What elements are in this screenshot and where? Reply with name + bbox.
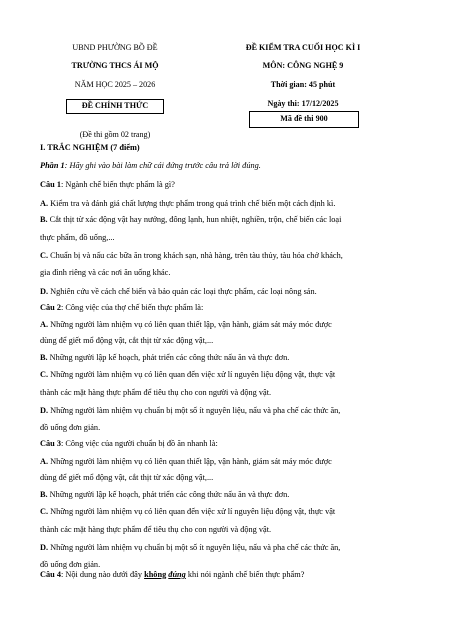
option-letter: B. [40, 215, 48, 224]
option-letter: C. [40, 251, 49, 260]
question-label: Câu 1 [40, 180, 61, 189]
exam-code: Mã đề thi 900 [280, 114, 328, 123]
option-line-cont [40, 525, 412, 535]
option-line-cont [40, 268, 412, 278]
exam-duration: Thời gian: 45 phút [270, 80, 336, 89]
question-text-after: khi nói ngành chế biến thực phẩm? [185, 570, 305, 579]
option-line [40, 199, 412, 209]
part-instruction [40, 161, 261, 170]
option-text: Những người làm nhiệm vụ có liên quan thiết lập, vận hành, giám sát máy móc được [48, 457, 332, 466]
option-letter: A. [40, 320, 49, 329]
question-label: Câu 2 [40, 303, 61, 312]
option-text: Kiểm tra và đánh giá chất lượng thực phẩm trong quá trình chế biến một cách định kì. [48, 199, 336, 208]
question-text: : Công việc của thợ chế biến thực phẩm là: [60, 303, 204, 312]
option-text: Chuẩn bị và nấu các bữa ăn trong khách sạn, nhà hàng, trên tàu thủy, tàu hỏa chở khách, [48, 251, 343, 260]
school-name: TRƯỜNG THCS ÁI MỘ [71, 61, 159, 70]
option-line-cont [40, 388, 412, 398]
option-line [40, 370, 412, 380]
option-text: đồ uống đơn giản. [40, 560, 101, 569]
option-letter: A. [40, 457, 49, 466]
option-letter: C. [40, 507, 49, 516]
option-letter: B. [40, 353, 48, 362]
option-text: Những người làm nhiệm vụ có liên quan thiết lập, vận hành, giám sát máy móc được [48, 320, 332, 329]
option-letter: A. [40, 199, 49, 208]
option-text: gia đình riêng và các nơi ăn uống khác. [40, 268, 171, 277]
option-line [40, 406, 412, 416]
option-text: Cắt thịt từ xác động vật hay nướng, đông lạnh, hun nhiệt, nghiền, trộn, chế biến các loại [47, 215, 342, 224]
option-text: Những người làm nhiệm vụ chuẩn bị một số ít nguyên liệu, nấu và pha chế các thức ăn, [48, 406, 341, 415]
option-line [40, 215, 412, 225]
option-text: Những người làm nhiệm vụ có liên quan đến việc xử lí nguyên liệu động vật, thực vật [48, 507, 336, 516]
question-text-before: : Nội dung nào dưới đây [60, 570, 145, 579]
option-line [40, 320, 412, 330]
part-label: Phần 1 [40, 161, 65, 170]
question-4 [40, 570, 304, 579]
option-text: Những người lập kế hoạch, phát triển các công thức nấu ăn và thực đơn. [47, 490, 290, 499]
option-letter: D. [40, 287, 49, 296]
exam-date: Ngày thi: 17/12/2025 [267, 99, 339, 108]
option-line [40, 457, 412, 467]
part-instruction-text: : Hãy ghi vào bài làm chữ cái đứng trước câu trả lời đúng. [64, 161, 261, 170]
exam-code-box [249, 111, 359, 128]
option-line-cont [40, 560, 412, 570]
option-letter: D. [40, 543, 49, 552]
option-line-cont [40, 336, 412, 346]
question-label: Câu 3 [40, 439, 61, 448]
question-text: : Ngành chế biến thực phẩm là gì? [60, 180, 175, 189]
option-text: Những người làm nhiệm vụ chuẩn bị một số ít nguyên liệu, nấu và pha chế các thức ăn, [48, 543, 341, 552]
option-line-cont [40, 473, 412, 483]
option-text: Những người lập kế hoạch, phát triển các công thức nấu ăn và thực đơn. [47, 353, 290, 362]
option-line [40, 287, 412, 297]
option-text: thành các mặt hàng thực phẩm để tiêu thụ cho con người và động vật. [40, 388, 272, 397]
option-letter: C. [40, 370, 49, 379]
school-year: NĂM HỌC 2025 – 2026 [74, 80, 156, 89]
school-authority: UBND PHƯỜNG BỒ ĐỀ [72, 43, 158, 52]
option-text: thực phẩm, đồ uống,... [40, 233, 115, 242]
exam-title: ĐỀ KIỂM TRA CUỐI HỌC KÌ I [245, 43, 361, 52]
official-label: ĐỀ CHÍNH THỨC [81, 101, 149, 110]
exam-subject: MÔN: CÔNG NGHỆ 9 [262, 61, 344, 70]
option-text: Nghiên cứu về cách chế biến và bảo quản các loại thực phẩm, các loại nông sản. [48, 287, 317, 296]
official-box [66, 99, 164, 114]
pages-note: (Đề thi gồm 02 trang) [79, 130, 151, 139]
option-line-cont [40, 423, 412, 433]
option-line [40, 507, 412, 517]
question-3 [40, 439, 412, 449]
question-emph-correct: đúng [168, 570, 186, 579]
question-1 [40, 180, 412, 190]
option-text: dùng để giết mổ động vật, cắt thịt từ xác động vật,... [40, 473, 214, 482]
question-label: Câu 4 [40, 570, 61, 579]
option-text: đồ uống đơn giản. [40, 423, 101, 432]
option-letter: B. [40, 490, 48, 499]
option-line [40, 353, 412, 363]
option-text: Những người làm nhiệm vụ có liên quan đến việc xử lí nguyên liệu động vật, thực vật [48, 370, 336, 379]
section-title: I. TRẮC NGHIỆM (7 điểm) [40, 143, 140, 152]
question-emph-not: không [144, 570, 167, 579]
option-text: dùng để giết mổ động vật, cắt thịt từ xác động vật,... [40, 336, 214, 345]
option-line [40, 490, 412, 500]
option-line-cont [40, 233, 412, 243]
question-2 [40, 303, 412, 313]
option-line [40, 251, 412, 261]
question-text: : Công việc của người chuẩn bị đồ ăn nhanh là: [60, 439, 218, 448]
option-line [40, 543, 412, 553]
option-text: thành các mặt hàng thực phẩm để tiêu thụ cho con người và động vật. [40, 525, 272, 534]
option-letter: D. [40, 406, 49, 415]
